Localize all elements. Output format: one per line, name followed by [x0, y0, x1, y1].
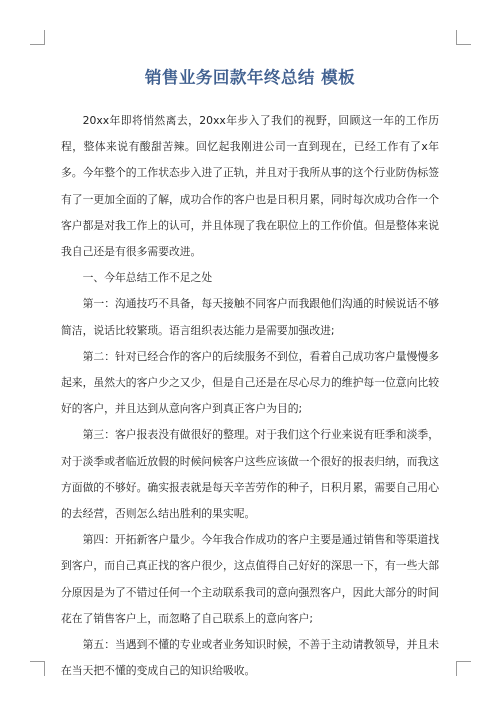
paragraph-point-1: 第一：沟通技巧不具备，每天接触不同客户而我跟他们沟通的时候说话不够简洁，说话比较繁琐。语言组织表达能力是需要加强改进;: [61, 297, 439, 337]
crop-mark-bottom-right: [456, 661, 471, 676]
document-body: [61, 108, 439, 684]
section-heading-shortcomings: 一、今年总结工作不足之处: [82, 271, 213, 285]
document-title: 销售业务回款年终总结 模板: [144, 68, 356, 87]
paragraph-point-4: 第四：开拓新客户量少。今年我合作成功的客户主要是通过销售和等渠道找到客户，而自己真正找的客户很少，这点值得自己好好的深思一下，有一些大部分原因是为了不错过任何一个主动联系我司的意向强烈客户，因此大部分的时间花在了销售客户上，而忽略了自己联系上的意向客户;: [61, 533, 439, 625]
paragraph-point-2: 第二：针对已经合作的客户的后续服务不到位，看着自己成功客户量慢慢多起来，虽然大的客户少之又少，但是自己还是在尽心尽力的维护每一位意向比较好的客户，并且达到从意向客户到真正客户为目的;: [61, 349, 439, 416]
paragraph-point-3: 第三：客户报表没有做很好的整理。对于我们这个行业来说有旺季和淡季，对于淡季或者临近放假的时候问候客户这些应该做一个很好的报表归纳，而我这方面做的不够好。确实报表就是每天辛苦劳作的种子，日积月累，需要自己用心的去经营，否则怎么结出胜利的果实呢。: [61, 428, 439, 521]
crop-mark-bottom-left: [30, 661, 45, 676]
paragraph-intro: 20xx年即将悄然离去，20xx年步入了我们的视野，回顾这一年的工作历程，整体来说有酸甜苦辣。回忆起我刚进公司一直到现在，已经工作有了x年多。今年整个的工作状态步入进了正轨，并且对于我所从事的这个行业防伪标签有了一更加全面的了解，成功合作的客户也是日积月累，同时每次成功合作一个客户都是对我工作上的认可，并且体现了我在职位上的工作价值。但是整体来说我自己还是有很多需要改进。: [61, 114, 439, 259]
crop-mark-top-left: [30, 30, 45, 45]
crop-mark-top-right: [456, 30, 471, 45]
paragraph-point-5: 第五：当遇到不懂的专业或者业务知识时候，不善于主动请教领导，并且未在当天把不懂的变成自己的知识给吸收。: [61, 638, 439, 678]
